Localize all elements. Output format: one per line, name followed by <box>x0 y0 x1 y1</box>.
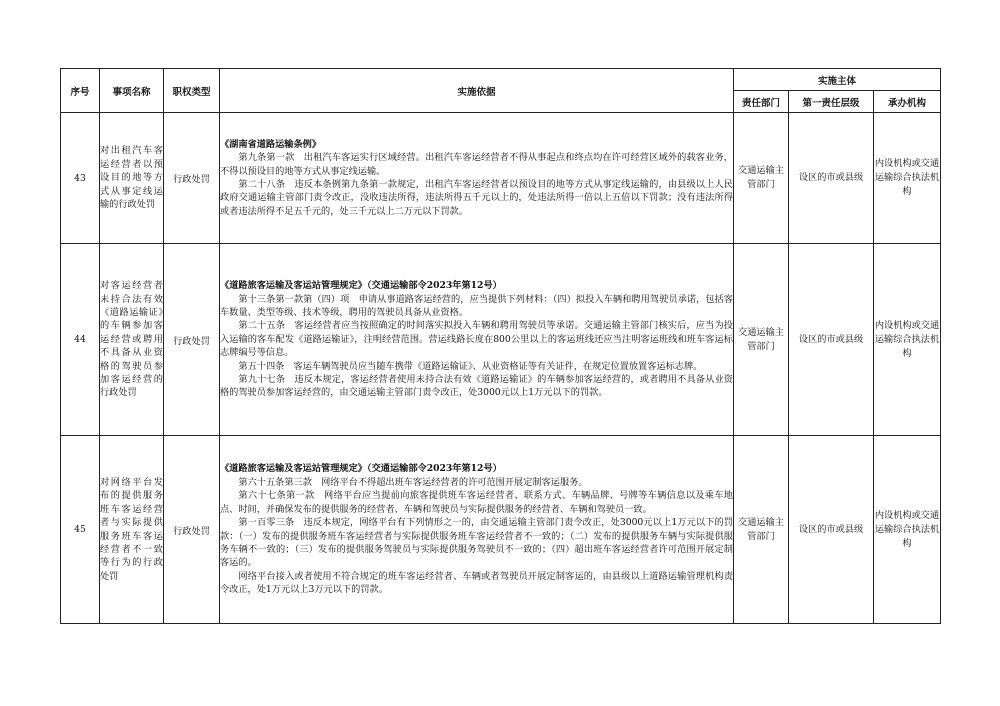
header-responsible-dept: 责任部门 <box>734 91 789 113</box>
row-seq: 44 <box>61 244 100 436</box>
row-basis <box>220 436 734 624</box>
law-paragraph: 第六十七条第一款 网络平台应当提前向旅客提供班车客运经营者、联系方式、车辆品牌、号牌等车辆信息以及乘车地点、时间，并确保发布的提供服务的经营者、车辆和驾驶员与实际提供服务的经营者、车辆和驾驶员一致。 <box>220 490 733 515</box>
header-first-level: 第一责任层级 <box>789 91 874 113</box>
row-item-name: 对出租汽车客运经营者以预设目的地等方式从事定线运输的行政处罚 <box>100 113 164 244</box>
row-responsible-dept: 交通运输主管部门 <box>734 436 789 624</box>
law-title: 《道路旅客运输及客运站管理规定》（交通运输部令2023年第12号） <box>220 280 502 292</box>
table-row <box>61 244 941 436</box>
table-row <box>61 436 941 624</box>
law-paragraph: 第二十八条 违反本条例第九条第一款规定，出租汽车客运经营者以预设目的地等方式从事定线运输的，由县级以上人民政府交通运输主管部门责令改正，没收违法所得，违法所得五千元以上的，处违法所得一倍以上五倍以下罚款；没有违法所得或者违法所得不足五千元的，处三千元以上二万元以下罚款。 <box>220 179 733 217</box>
row-basis <box>220 113 734 244</box>
law-paragraph: 第一百零三条 违反本规定，网络平台有下列情形之一的，由交通运输主管部门责令改正，处3000元以上1万元以下的罚款：（一）发布的提供服务班车客运经营者与实际提供服务班车客运经营者不一致的；（二）发布的提供服务车辆与实际提供服务车辆不一致的；（三）发布的提供服务驾驶员与实际提供服务驾驶员不一致的；（四）超出班车客运经营者许可范围开展定制客运的。 <box>220 517 733 569</box>
row-executing-agency: 内设机构或交通运输综合执法机构 <box>874 113 941 244</box>
row-first-level: 设区的市或县级 <box>789 113 874 244</box>
header-basis: 实施依据 <box>220 69 734 113</box>
row-item-name: 对客运经营者未持合法有效《道路运输证》的车辆参加客运经营或聘用不具备从业资格的驾驶员参加客运经营的行政处罚 <box>100 244 164 436</box>
header-power-type: 职权类型 <box>164 69 220 113</box>
law-paragraph: 第九十七条 违反本规定，客运经营者使用未持合法有效《道路运输证》的车辆参加客运经营的，或者聘用不具备从业资格的驾驶员参加客运经营的，由交通运输主管部门责令改正，处3000元以上1万元以下的罚款。 <box>220 374 733 399</box>
row-basis <box>220 244 734 436</box>
row-executing-agency: 内设机构或交通运输综合执法机构 <box>874 244 941 436</box>
row-responsible-dept: 交通运输主管部门 <box>734 113 789 244</box>
law-title: 《湖南省道路运输条例》 <box>220 138 322 150</box>
row-first-level: 设区的市或县级 <box>789 244 874 436</box>
law-paragraph: 第六十五条第三款 网络平台不得超出班车客运经营者的许可范围开展定制客运服务。 <box>238 476 588 488</box>
row-executing-agency: 内设机构或交通运输综合执法机构 <box>874 436 941 624</box>
law-paragraph: 第五十四条 客运车辆驾驶员应当随车携带《道路运输证》、从业资格证等有关证件，在规定位置放置客运标志牌。 <box>238 360 703 372</box>
row-responsible-dept: 交通运输主管部门 <box>734 244 789 436</box>
enforcement-table <box>60 68 941 624</box>
header-item-name: 事项名称 <box>100 69 164 113</box>
header-subject: 实施主体 <box>734 69 941 91</box>
row-seq: 45 <box>61 436 100 624</box>
row-power-type: 行政处罚 <box>164 244 220 436</box>
law-paragraph: 第九条第一款 出租汽车客运实行区域经营。出租汽车客运经营者不得从事起点和终点均在许可经营区域外的载客业务，不得以预设目的地等方式从事定线运输。 <box>220 152 733 177</box>
law-paragraph: 网络平台接入或者使用不符合规定的班车客运经营者、车辆或者驾驶员开展定制客运的，由县级以上道路运输管理机构责令改正，处1万元以上3万元以下的罚款。 <box>220 570 733 596</box>
row-power-type: 行政处罚 <box>164 113 220 244</box>
row-power-type: 行政处罚 <box>164 436 220 624</box>
table-row <box>61 113 941 244</box>
law-paragraph: 第二十五条 客运经营者应当按照确定的时间落实拟投入车辆和聘用驾驶员等承诺。交通运输主管部门核实后，应当为投入运输的客车配发《道路运输证》，注明经营范围。营运线路长度在800公里以上的客运班线还应当注明客运班线和班车客运标志牌编号等信息。 <box>220 320 733 359</box>
header-seq: 序号 <box>61 69 100 113</box>
law-title: 《道路旅客运输及客运站管理规定》（交通运输部令2023年第12号） <box>220 463 502 475</box>
header-executing-agency: 承办机构 <box>874 91 941 113</box>
row-item-name: 对网络平台发布的提供服务班车客运经营者与实际提供服务班车客运经营者不一致等行为的行政处罚 <box>100 436 164 624</box>
row-seq: 43 <box>61 113 100 244</box>
row-first-level: 设区的市或县级 <box>789 436 874 624</box>
law-paragraph: 第十三条第一款第（四）项 申请从事道路客运经营的，应当提供下列材料：（四）拟投入车辆和聘用驾驶员承诺，包括客车数量、类型等级、技术等级，聘用的驾驶员具备从业资格。 <box>220 293 733 318</box>
